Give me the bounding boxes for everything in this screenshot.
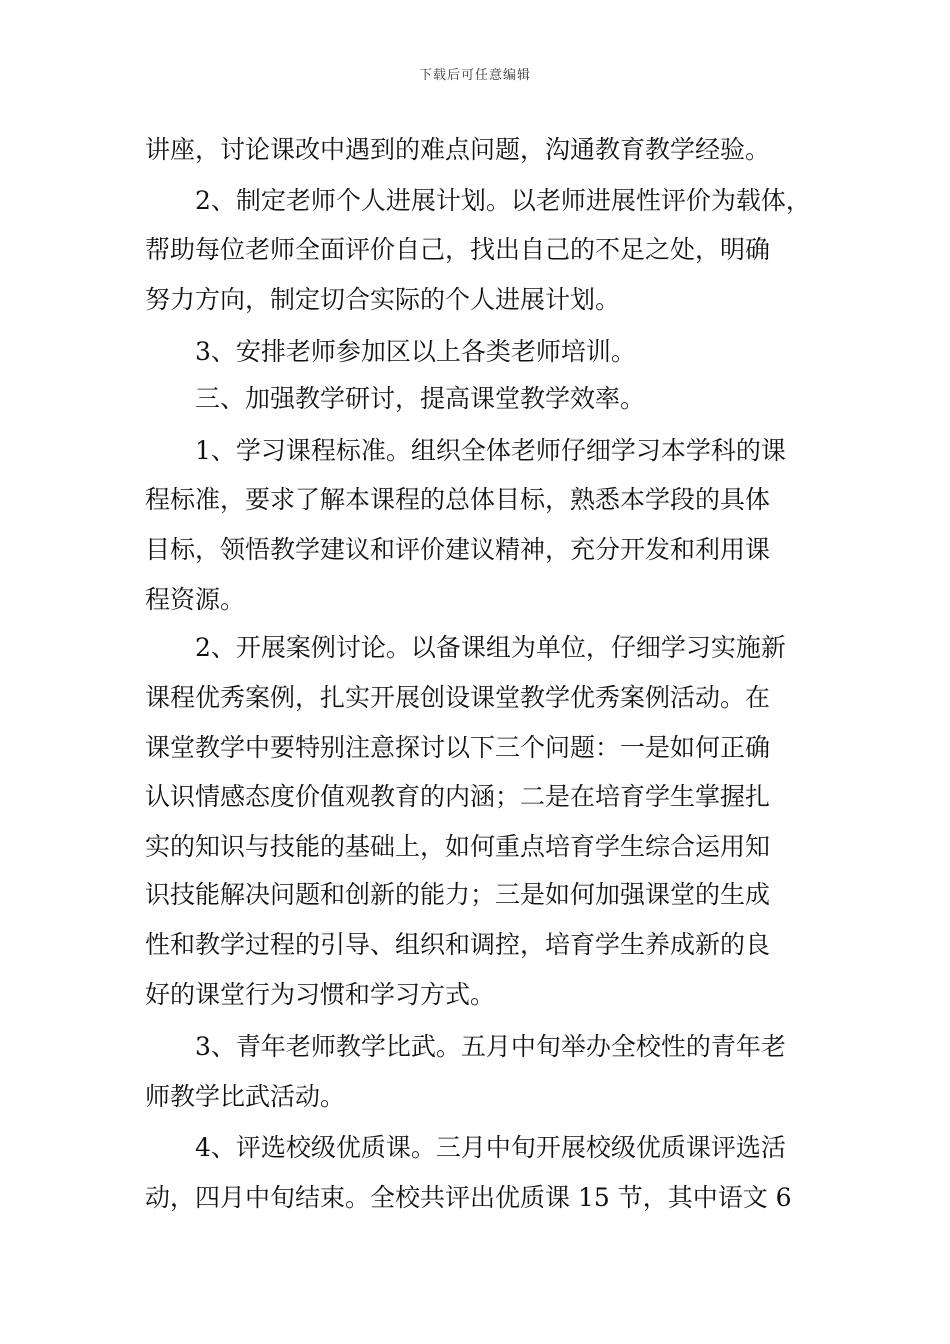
text-line: 动，四月中旬结束。全校共评出优质课 15 节，其中语文 6 [145, 1183, 792, 1212]
text-line: 课堂教学中要特别注意探讨以下三个问题：一是如何正确 [145, 733, 771, 762]
text-line: 4、评选校级优质课。三月中旬开展校级优质课评选活 [195, 1133, 786, 1162]
page-header: 下载后可任意编辑 [418, 68, 531, 83]
text-line: 努力方向，制定切合实际的个人进展计划。 [145, 285, 621, 314]
text-line: 程资源。 [145, 585, 246, 614]
text-line: 认识情感态度价值观教育的内涵；二是在培育学生掌握扎 [145, 782, 771, 811]
text-line: 2、制定老师个人进展计划。以老师进展性评价为载体， [195, 186, 811, 215]
text-line: 3、安排老师参加区以上各类老师培训。 [195, 337, 636, 366]
text-line: 课程优秀案例，扎实开展创设课堂教学优秀案例活动。在 [145, 683, 771, 712]
text-line: 好的课堂行为习惯和学习方式。 [145, 980, 496, 1009]
text-line: 3、青年老师教学比武。五月中旬举办全校性的青年老 [195, 1032, 786, 1061]
text-line: 目标，领悟教学建议和评价建议精神，充分开发和利用课 [145, 535, 771, 564]
text-line: 讲座，讨论课改中遇到的难点问题，沟通教育教学经验。 [145, 135, 771, 164]
text-line: 识技能解决问题和创新的能力；三是如何加强课堂的生成 [145, 880, 771, 909]
text-line: 三、加强教学研讨，提高课堂教学效率。 [195, 384, 646, 413]
text-line: 实的知识与技能的基础上，如何重点培育学生综合运用知 [145, 832, 771, 861]
text-line: 帮助每位老师全面评价自己，找出自己的不足之处，明确 [145, 235, 771, 264]
text-line: 师教学比武活动。 [145, 1082, 346, 1111]
text-line: 性和教学过程的引导、组织和调控，培育学生养成新的良 [145, 930, 771, 959]
text-line: 1、学习课程标准。组织全体老师仔细学习本学科的课 [195, 436, 786, 465]
text-line: 程标准，要求了解本课程的总体目标，熟悉本学段的具体 [145, 485, 771, 514]
text-line: 2、开展案例讨论。以备课组为单位，仔细学习实施新 [195, 633, 786, 662]
